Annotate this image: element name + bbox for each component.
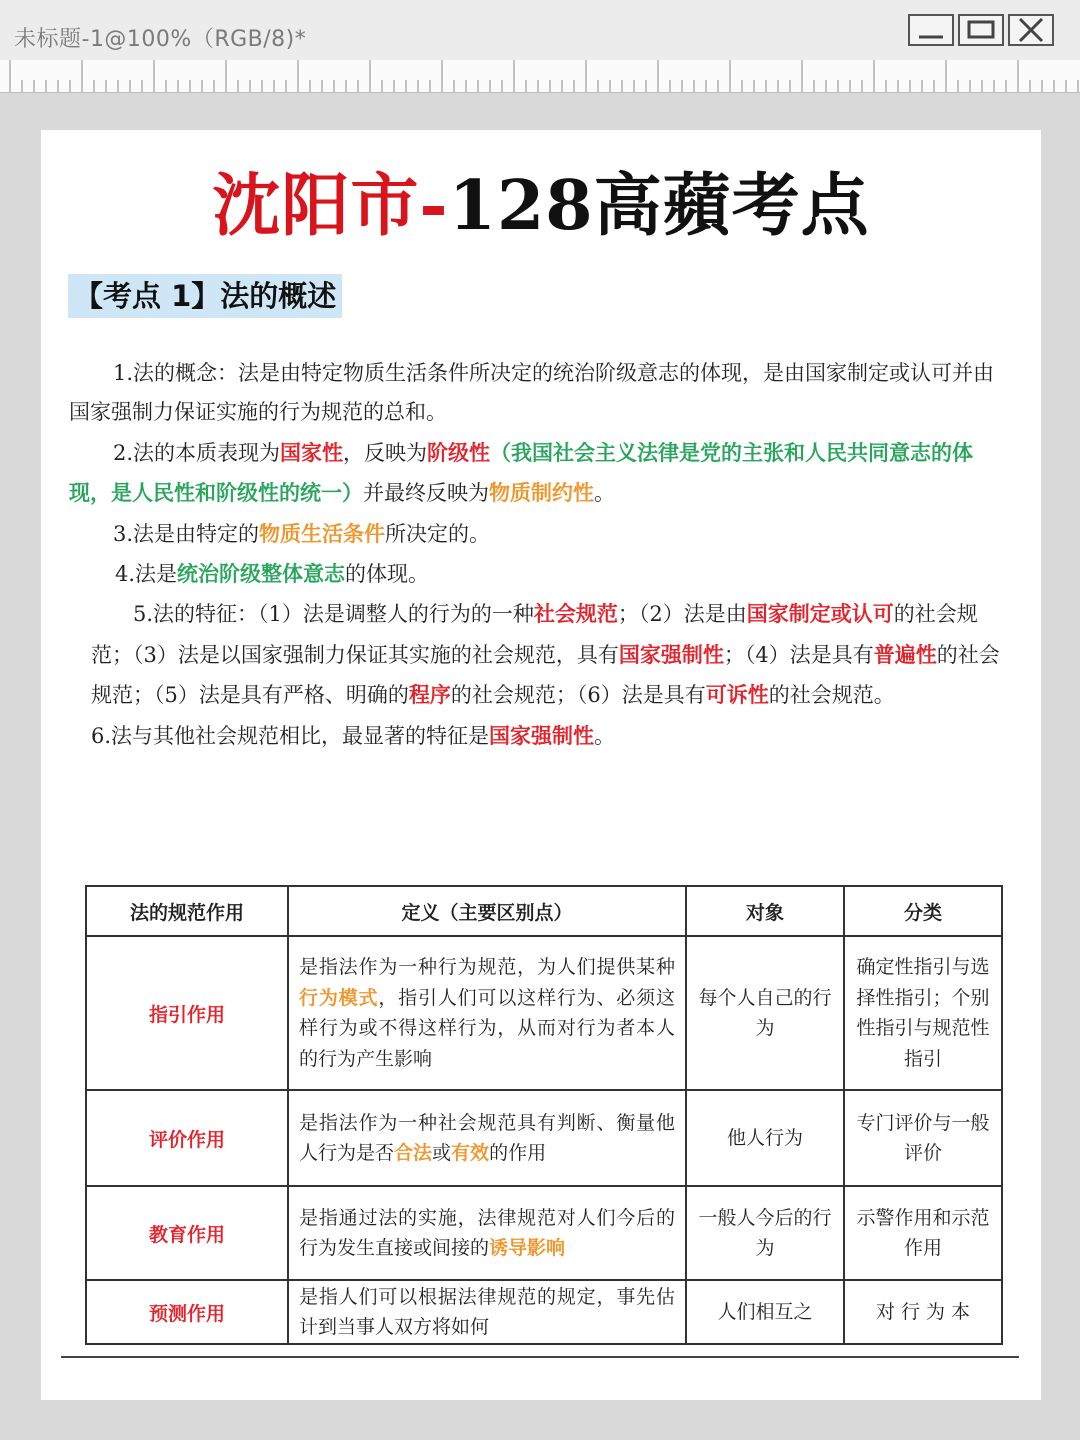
section-heading: 【考点 1】法的概述 (68, 274, 342, 318)
table-row (86, 936, 1002, 1090)
classification-cell: 示警作用和示范作用 (844, 1186, 1002, 1280)
paragraph-4: 4.法是统治阶级整体意志的体现。 (115, 561, 430, 587)
close-icon (1010, 16, 1052, 44)
object-cell: 每个人自己的行为 (686, 936, 844, 1090)
body-text (69, 354, 1009, 756)
horizontal-ruler[interactable] (0, 60, 1080, 93)
definition-cell: 是指法作为一种社会规范具有判断、衡量他人行为是否合法或有效的作用 (288, 1090, 686, 1186)
table-header-row (86, 886, 1002, 936)
definition-cell: 是指通过法的实施，法律规范对人们今后的行为发生直接或间接的诱导影响 (288, 1186, 686, 1280)
object-cell: 他人行为 (686, 1090, 844, 1186)
header-definition: 定义（主要区别点） (288, 886, 686, 936)
definition-cell: 是指人们可以根据法律规范的规定，事先估计到当事人双方将如何 (288, 1280, 686, 1344)
header-role: 法的规范作用 (86, 886, 288, 936)
definition-cell: 是指法作为一种行为规范，为人们提供某种行为模式，指引人们可以这样行为、必须这样行为或不得这样行为，从而对行为者本人的行为产生影响 (288, 936, 686, 1090)
classification-cell: 对 行 为 本 (844, 1280, 1002, 1344)
divider (61, 1356, 1019, 1358)
law-function-table (85, 885, 1003, 1345)
header-classification: 分类 (844, 886, 1002, 936)
paragraph-2: 2.法的本质表现为国家性，反映为阶级性（我国社会主义法律是党的主张和人民共同意志的体现，是人民性和阶级性的统一）并最终反映为物质制约性。 (69, 439, 974, 506)
maximize-button[interactable] (958, 14, 1004, 46)
classification-cell: 专门评价与一般评价 (844, 1090, 1002, 1186)
ruler-ticks (0, 60, 1080, 92)
table-row (86, 1280, 1002, 1344)
table-row (86, 1186, 1002, 1280)
minimize-button[interactable] (908, 14, 954, 46)
window-titlebar (0, 0, 1080, 61)
role-cell: 预测作用 (86, 1280, 288, 1344)
paragraph-3: 3.法是由特定的物质生活条件所决定的。 (113, 520, 491, 546)
maximize-icon (960, 16, 1002, 44)
close-button[interactable] (1008, 14, 1054, 46)
document-canvas (41, 130, 1041, 1400)
role-cell: 指引作用 (86, 936, 288, 1090)
title-subject: 128高蘋考点 (448, 166, 870, 246)
window-title: 未标题-1@100%（RGB/8)* (14, 27, 307, 52)
classification-cell: 确定性指引与选择性指引；个别性指引与规范性指引 (844, 936, 1002, 1090)
paragraph-5: 5.法的特征：（1）法是调整人的行为的一种社会规范；（2）法是由国家制定或认可的社会规范；（3）法是以国家强制力保证其实施的社会规范，具有国家强制性；（4）法是具有普遍性的社会规范；（5）法是具有严格、明确的程序的社会规范；（6）法是具有可诉性的社会规范。 (91, 601, 1000, 708)
role-cell: 教育作用 (86, 1186, 288, 1280)
paragraph-1: 1.法的概念：法是由特定物质生活条件所决定的统治阶级意志的体现，是由国家制定或认可并由国家强制力保证实施的行为规范的总和。 (69, 361, 995, 425)
header-object: 对象 (686, 886, 844, 936)
page-title (41, 152, 1041, 249)
object-cell: 人们相互之 (686, 1280, 844, 1344)
title-city: 沈阳市- (212, 166, 449, 246)
paragraph-6: 6.法与其他社会规范相比，最显著的特征是国家强制性。 (91, 722, 616, 748)
table-row (86, 1090, 1002, 1186)
minimize-icon (910, 16, 952, 44)
object-cell: 一般人今后的行为 (686, 1186, 844, 1280)
role-cell: 评价作用 (86, 1090, 288, 1186)
